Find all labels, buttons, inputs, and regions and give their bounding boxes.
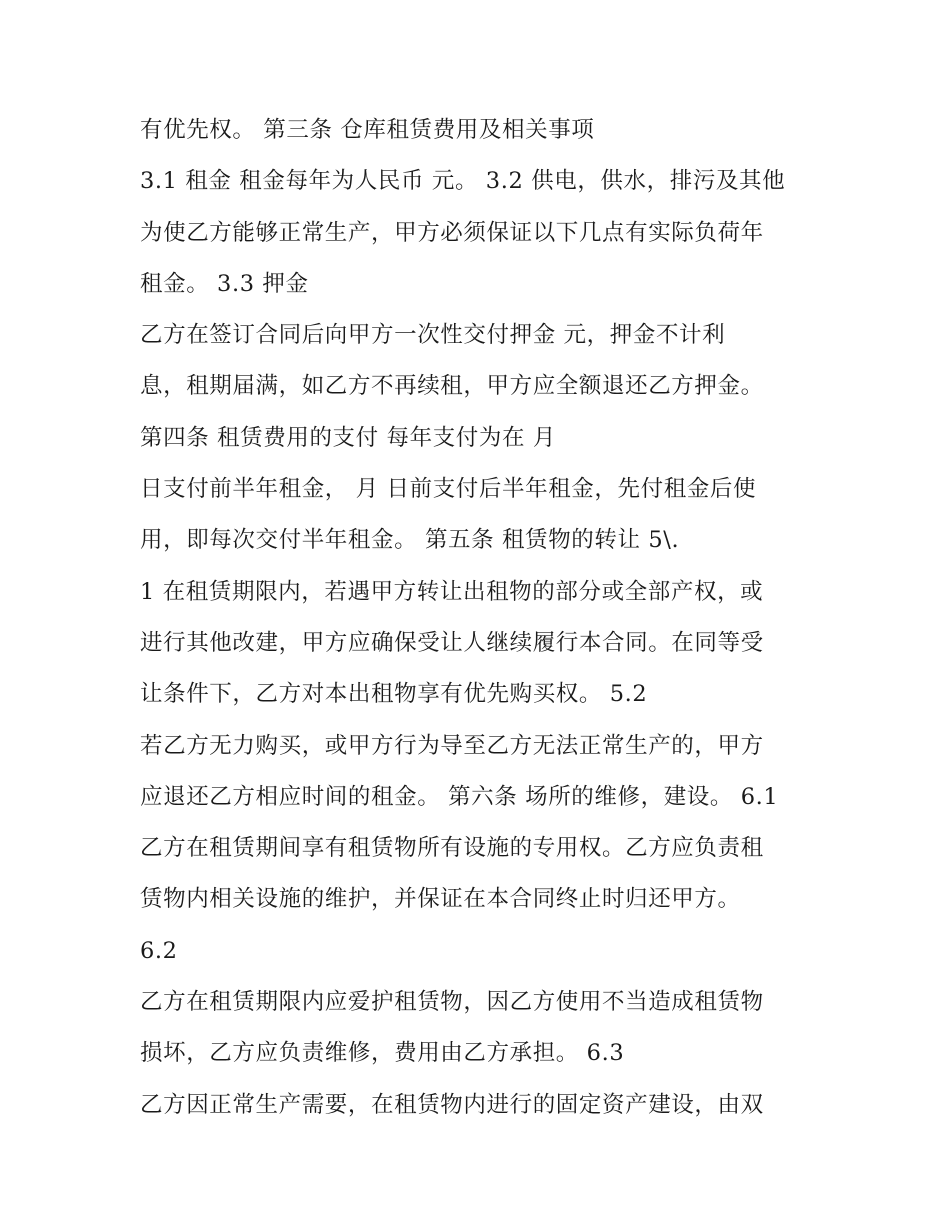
text-line: 乙方在签订合同后向甲方一次性交付押金 元，押金不计利 [140, 322, 726, 349]
text-line: 息，租期届满，如乙方不再续租，甲方应全额退还乙方押金。 [140, 373, 764, 400]
text-line: 乙方在租赁期限内应爱护租赁物，因乙方使用不当造成租赁物 [140, 989, 764, 1016]
text-line: 有优先权。 第三条 仓库租赁费用及相关事项 [140, 117, 595, 143]
text-line: 用，即每次交付半年租金。 第五条 租赁物的转让 5\. [140, 527, 680, 554]
text-line: 3.1 租金 租金每年为人民币 元。 3.2 供电，供水，排污及其他 [140, 168, 786, 195]
text-line: 赁物内相关设施的维护，并保证在本合同终止时归还甲方。 [140, 886, 741, 913]
text-line: 租金。 3.3 押金 [140, 270, 309, 297]
contract-text-body [140, 110, 830, 1136]
text-line: 进行其他改建，甲方应确保受让人继续履行本合同。在同等受 [140, 629, 764, 656]
text-line: 乙方在租赁期间享有租赁物所有设施的专用权。乙方应负责租 [140, 835, 764, 862]
text-line: 6.2 [140, 937, 178, 964]
text-line: 若乙方无力购买，或甲方行为导至乙方无法正常生产的，甲方 [140, 732, 764, 759]
text-line: 日支付前半年租金， 月 日前支付后半年租金，先付租金后使 [140, 476, 757, 503]
text-line: 损坏，乙方应负责维修，费用由乙方承担。 6.3 [140, 1040, 625, 1067]
text-line: 应退还乙方相应时间的租金。 第六条 场所的维修，建设。 6.1 [140, 783, 779, 810]
text-line: 1 在租赁期限内，若遇甲方转让出租物的部分或全部产权，或 [140, 578, 764, 605]
text-line: 为使乙方能够正常生产，甲方必须保证以下几点有实际负荷年 [140, 219, 764, 246]
text-line: 第四条 租赁费用的支付 每年支付为在 月 [140, 424, 556, 451]
text-line: 乙方因正常生产需要，在租赁物内进行的固定资产建设，由双 [140, 1091, 764, 1118]
text-line: 让条件下，乙方对本出租物享有优先购买权。 5.2 [140, 681, 648, 708]
